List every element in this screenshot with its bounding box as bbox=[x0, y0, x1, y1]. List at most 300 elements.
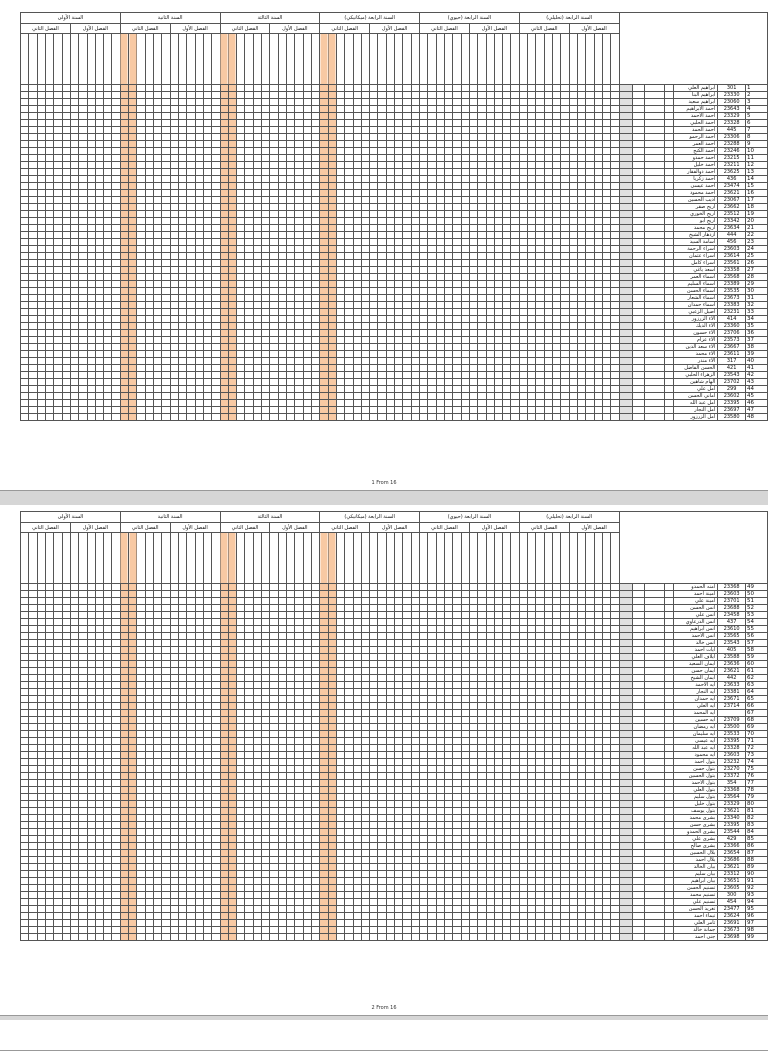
grade-cell bbox=[253, 619, 261, 626]
grade-cell bbox=[586, 92, 594, 99]
grade-cell bbox=[237, 155, 245, 162]
status-cell bbox=[619, 619, 633, 626]
grade-cell bbox=[345, 393, 353, 400]
grade-cell bbox=[361, 225, 369, 232]
grade-cell bbox=[29, 414, 37, 421]
grade-cell bbox=[453, 309, 461, 316]
grade-cell bbox=[594, 120, 602, 127]
grade-cell bbox=[328, 183, 336, 190]
grade-cell bbox=[353, 647, 361, 654]
grade-cell bbox=[137, 365, 145, 372]
grade-cell bbox=[544, 225, 552, 232]
grade-cell bbox=[428, 661, 436, 668]
grade-cell bbox=[320, 647, 328, 654]
ref-cell bbox=[645, 92, 665, 99]
grade-cell bbox=[220, 197, 228, 204]
year-cell bbox=[633, 323, 645, 330]
grade-cell bbox=[54, 351, 62, 358]
grade-cell bbox=[70, 190, 78, 197]
grade-cell bbox=[336, 393, 344, 400]
grade-cell bbox=[403, 407, 411, 414]
grade-cell bbox=[137, 260, 145, 267]
grade-cell bbox=[345, 134, 353, 141]
grade-cell bbox=[494, 337, 502, 344]
grade-cell bbox=[29, 358, 37, 365]
grade-cell bbox=[461, 253, 469, 260]
student-id: 23543 bbox=[718, 372, 746, 379]
grade-cell bbox=[420, 605, 428, 612]
grade-cell bbox=[112, 372, 120, 379]
grade-cell bbox=[178, 274, 186, 281]
grade-cell bbox=[469, 654, 477, 661]
grade-cell bbox=[245, 393, 253, 400]
grade-cell bbox=[370, 358, 378, 365]
grade-cell bbox=[453, 225, 461, 232]
grade-cell bbox=[503, 598, 511, 605]
grade-cell bbox=[594, 253, 602, 260]
grade-cell bbox=[270, 640, 278, 647]
grade-cell bbox=[370, 323, 378, 330]
grade-cell bbox=[453, 598, 461, 605]
row-seq: 37 bbox=[746, 337, 768, 344]
year-cell bbox=[633, 372, 645, 379]
grade-cell bbox=[311, 309, 319, 316]
grade-cell bbox=[378, 246, 386, 253]
grade-cell bbox=[453, 141, 461, 148]
grade-cell bbox=[237, 605, 245, 612]
grade-cell bbox=[536, 176, 544, 183]
table-row bbox=[21, 584, 768, 591]
grade-cell bbox=[345, 337, 353, 344]
grade-cell bbox=[21, 274, 29, 281]
grade-cell bbox=[79, 225, 87, 232]
subject-header bbox=[544, 34, 552, 85]
grade-cell bbox=[320, 169, 328, 176]
grade-cell bbox=[220, 626, 228, 633]
grade-cell bbox=[245, 619, 253, 626]
grade-cell bbox=[37, 309, 45, 316]
grade-cell bbox=[287, 640, 295, 647]
grade-cell bbox=[45, 309, 53, 316]
student-id: 23458 bbox=[718, 612, 746, 619]
grade-cell bbox=[569, 113, 577, 120]
grade-cell bbox=[212, 120, 220, 127]
grade-cell bbox=[553, 134, 561, 141]
grade-cell bbox=[345, 113, 353, 120]
grade-cell bbox=[62, 120, 70, 127]
grade-cell bbox=[162, 260, 170, 267]
grade-cell bbox=[154, 225, 162, 232]
student-id: 23246 bbox=[718, 148, 746, 155]
grade-cell bbox=[95, 351, 103, 358]
row-seq: 14 bbox=[746, 176, 768, 183]
grade-cell bbox=[303, 654, 311, 661]
grade-cell bbox=[95, 633, 103, 640]
student-id: 23342 bbox=[718, 218, 746, 225]
grade-cell bbox=[461, 654, 469, 661]
grade-cell bbox=[544, 183, 552, 190]
grade-cell bbox=[187, 330, 195, 337]
grade-cell bbox=[95, 141, 103, 148]
grade-cell bbox=[220, 647, 228, 654]
grade-cell bbox=[577, 619, 585, 626]
grade-cell bbox=[21, 365, 29, 372]
grade-cell bbox=[486, 393, 494, 400]
grade-cell bbox=[228, 302, 236, 309]
grade-cell bbox=[120, 386, 128, 393]
grade-cell bbox=[45, 190, 53, 197]
grade-cell bbox=[262, 344, 270, 351]
grade-cell bbox=[95, 197, 103, 204]
grade-cell bbox=[361, 407, 369, 414]
grade-cell bbox=[162, 225, 170, 232]
grade-cell bbox=[536, 85, 544, 92]
grade-cell bbox=[62, 162, 70, 169]
grade-cell bbox=[436, 309, 444, 316]
grade-cell bbox=[420, 591, 428, 598]
grade-cell bbox=[478, 183, 486, 190]
grade-cell bbox=[228, 393, 236, 400]
grade-cell bbox=[145, 148, 153, 155]
subject-header bbox=[336, 34, 344, 85]
grade-cell bbox=[528, 640, 536, 647]
grade-cell bbox=[262, 141, 270, 148]
grade-cell bbox=[195, 351, 203, 358]
grade-cell bbox=[120, 162, 128, 169]
grade-cell bbox=[586, 106, 594, 113]
grade-cell bbox=[494, 155, 502, 162]
blank-cell bbox=[664, 106, 674, 113]
grade-cell bbox=[453, 183, 461, 190]
grade-cell bbox=[486, 127, 494, 134]
grade-cell bbox=[569, 190, 577, 197]
grade-cell bbox=[154, 148, 162, 155]
grade-cell bbox=[70, 113, 78, 120]
grade-cell bbox=[178, 155, 186, 162]
grade-cell bbox=[154, 302, 162, 309]
subject-header bbox=[278, 533, 286, 584]
student-name: احمد ذوالفقار bbox=[674, 169, 718, 176]
grade-cell bbox=[345, 407, 353, 414]
grade-cell bbox=[386, 386, 394, 393]
grade-cell bbox=[70, 253, 78, 260]
grade-cell bbox=[336, 323, 344, 330]
grade-cell bbox=[336, 591, 344, 598]
grade-cell bbox=[154, 626, 162, 633]
grade-cell bbox=[511, 120, 519, 127]
grade-cell bbox=[453, 379, 461, 386]
grade-cell bbox=[178, 647, 186, 654]
grade-cell bbox=[436, 169, 444, 176]
grade-cell bbox=[270, 141, 278, 148]
grade-cell bbox=[95, 661, 103, 668]
grade-cell bbox=[187, 344, 195, 351]
grade-cell bbox=[478, 162, 486, 169]
grade-cell bbox=[187, 309, 195, 316]
grade-cell bbox=[544, 267, 552, 274]
grade-cell bbox=[79, 239, 87, 246]
subject-header bbox=[378, 34, 386, 85]
grade-cell bbox=[386, 337, 394, 344]
status-cell bbox=[619, 169, 633, 176]
grade-cell bbox=[29, 654, 37, 661]
grade-cell bbox=[544, 162, 552, 169]
grade-cell bbox=[145, 337, 153, 344]
subject-header bbox=[112, 533, 120, 584]
grade-cell bbox=[519, 267, 527, 274]
grade-cell bbox=[444, 584, 452, 591]
grade-cell bbox=[262, 176, 270, 183]
grade-cell bbox=[469, 330, 477, 337]
grade-cell bbox=[295, 197, 303, 204]
grade-cell bbox=[54, 605, 62, 612]
year-header: السنة الأولى bbox=[21, 512, 121, 523]
student-name: اريج محمد bbox=[674, 225, 718, 232]
grade-cell bbox=[536, 106, 544, 113]
grade-cell bbox=[336, 358, 344, 365]
grade-cell bbox=[29, 400, 37, 407]
grade-cell bbox=[486, 288, 494, 295]
grade-cell bbox=[486, 344, 494, 351]
grade-cell bbox=[561, 134, 569, 141]
grade-cell bbox=[461, 393, 469, 400]
grade-cell bbox=[62, 372, 70, 379]
grade-cell bbox=[561, 281, 569, 288]
grade-cell bbox=[29, 379, 37, 386]
grade-cell bbox=[536, 626, 544, 633]
status-cell bbox=[619, 92, 633, 99]
grade-cell bbox=[436, 155, 444, 162]
year-cell bbox=[633, 584, 645, 591]
grade-cell bbox=[129, 190, 137, 197]
grade-cell bbox=[245, 661, 253, 668]
grade-cell bbox=[237, 281, 245, 288]
grade-cell bbox=[494, 365, 502, 372]
grade-cell bbox=[528, 225, 536, 232]
blank-cell bbox=[664, 253, 674, 260]
subject-header bbox=[154, 34, 162, 85]
grade-cell bbox=[577, 400, 585, 407]
grade-cell bbox=[237, 225, 245, 232]
grade-cell bbox=[253, 183, 261, 190]
grade-cell bbox=[212, 626, 220, 633]
grade-cell bbox=[45, 668, 53, 675]
grade-cell bbox=[129, 372, 137, 379]
grade-cell bbox=[145, 274, 153, 281]
grade-cell bbox=[428, 400, 436, 407]
grade-cell bbox=[411, 288, 419, 295]
grade-cell bbox=[453, 267, 461, 274]
grade-cell bbox=[120, 267, 128, 274]
grade-cell bbox=[45, 358, 53, 365]
grade-cell bbox=[544, 127, 552, 134]
grade-cell bbox=[154, 134, 162, 141]
grade-cell bbox=[453, 605, 461, 612]
grade-cell bbox=[544, 134, 552, 141]
grade-cell bbox=[95, 246, 103, 253]
table-row bbox=[21, 668, 768, 675]
grade-cell bbox=[561, 176, 569, 183]
grade-cell bbox=[262, 232, 270, 239]
grade-cell bbox=[220, 591, 228, 598]
grade-cell bbox=[378, 591, 386, 598]
student-id: 421 bbox=[718, 365, 746, 372]
grade-cell bbox=[536, 330, 544, 337]
grade-cell bbox=[104, 344, 112, 351]
grade-cell bbox=[444, 316, 452, 323]
grade-cell bbox=[95, 134, 103, 141]
grade-cell bbox=[37, 85, 45, 92]
grade-cell bbox=[278, 323, 286, 330]
grade-cell bbox=[203, 232, 211, 239]
grade-cell bbox=[611, 372, 619, 379]
grade-cell bbox=[120, 323, 128, 330]
grade-cell bbox=[262, 134, 270, 141]
grade-cell bbox=[187, 288, 195, 295]
grade-cell bbox=[203, 365, 211, 372]
grade-cell bbox=[503, 246, 511, 253]
grade-cell bbox=[328, 197, 336, 204]
grade-cell bbox=[461, 661, 469, 668]
grade-cell bbox=[95, 393, 103, 400]
grade-cell bbox=[212, 295, 220, 302]
grade-cell bbox=[561, 141, 569, 148]
grade-cell bbox=[170, 330, 178, 337]
grade-cell bbox=[511, 134, 519, 141]
grade-cell bbox=[503, 183, 511, 190]
year-cell bbox=[633, 106, 645, 113]
table-row bbox=[21, 414, 768, 421]
grade-cell bbox=[503, 344, 511, 351]
grade-cell bbox=[486, 246, 494, 253]
grade-cell bbox=[561, 211, 569, 218]
grade-cell bbox=[478, 633, 486, 640]
grade-cell bbox=[212, 204, 220, 211]
grade-cell bbox=[395, 647, 403, 654]
grade-cell bbox=[428, 85, 436, 92]
grade-cell bbox=[70, 626, 78, 633]
grade-cell bbox=[287, 92, 295, 99]
grade-cell bbox=[262, 393, 270, 400]
grade-cell bbox=[320, 99, 328, 106]
grade-cell bbox=[436, 176, 444, 183]
grade-cell bbox=[436, 85, 444, 92]
grade-cell bbox=[328, 211, 336, 218]
grade-cell bbox=[611, 106, 619, 113]
student-id: 23215 bbox=[718, 155, 746, 162]
grade-cell bbox=[336, 619, 344, 626]
grade-cell bbox=[54, 162, 62, 169]
grade-cell bbox=[262, 253, 270, 260]
grade-cell bbox=[353, 274, 361, 281]
grade-cell bbox=[569, 337, 577, 344]
status-cell bbox=[619, 232, 633, 239]
student-name: احمد عيسى bbox=[674, 183, 718, 190]
grade-cell bbox=[586, 414, 594, 421]
grade-cell bbox=[228, 141, 236, 148]
grade-cell bbox=[203, 302, 211, 309]
grade-cell bbox=[411, 386, 419, 393]
grade-cell bbox=[270, 323, 278, 330]
grade-cell bbox=[62, 127, 70, 134]
grade-cell bbox=[428, 148, 436, 155]
grade-cell bbox=[320, 386, 328, 393]
grade-cell bbox=[345, 267, 353, 274]
student-name: انس الاحمد bbox=[674, 633, 718, 640]
grade-cell bbox=[336, 92, 344, 99]
blank-cell bbox=[664, 400, 674, 407]
grade-cell bbox=[21, 372, 29, 379]
grade-cell bbox=[270, 358, 278, 365]
grade-cell bbox=[262, 619, 270, 626]
grade-cell bbox=[453, 85, 461, 92]
grade-cell bbox=[195, 260, 203, 267]
grade-cell bbox=[444, 633, 452, 640]
grade-cell bbox=[486, 330, 494, 337]
blank-cell bbox=[664, 414, 674, 421]
grade-cell bbox=[112, 218, 120, 225]
grade-cell bbox=[536, 316, 544, 323]
grade-cell bbox=[519, 386, 527, 393]
grade-cell bbox=[536, 407, 544, 414]
grade-cell bbox=[361, 633, 369, 640]
grade-cell bbox=[528, 358, 536, 365]
grade-cell bbox=[178, 372, 186, 379]
grade-cell bbox=[162, 330, 170, 337]
grade-cell bbox=[478, 358, 486, 365]
grade-cell bbox=[54, 155, 62, 162]
grade-cell bbox=[178, 633, 186, 640]
grade-cell bbox=[220, 113, 228, 120]
grade-cell bbox=[411, 591, 419, 598]
grade-cell bbox=[228, 260, 236, 267]
grade-cell bbox=[295, 309, 303, 316]
grade-cell bbox=[228, 197, 236, 204]
subject-header bbox=[287, 533, 295, 584]
grade-cell bbox=[428, 323, 436, 330]
grade-cell bbox=[544, 598, 552, 605]
grade-cell bbox=[162, 246, 170, 253]
student-id: 23667 bbox=[718, 344, 746, 351]
grade-cell bbox=[45, 400, 53, 407]
status-cell bbox=[619, 127, 633, 134]
grade-cell bbox=[561, 661, 569, 668]
grade-cell bbox=[278, 654, 286, 661]
grade-cell bbox=[428, 337, 436, 344]
grade-cell bbox=[79, 260, 87, 267]
grade-cell bbox=[403, 211, 411, 218]
grade-cell bbox=[228, 372, 236, 379]
grade-cell bbox=[569, 605, 577, 612]
grade-cell bbox=[187, 92, 195, 99]
grade-cell bbox=[511, 267, 519, 274]
grade-cell bbox=[203, 183, 211, 190]
ref-cell bbox=[645, 414, 665, 421]
student-name: اسراء عثمان bbox=[674, 253, 718, 260]
grade-cell bbox=[270, 176, 278, 183]
grade-cell bbox=[237, 120, 245, 127]
grade-cell bbox=[361, 246, 369, 253]
grade-cell bbox=[178, 654, 186, 661]
grade-cell bbox=[212, 85, 220, 92]
grade-cell bbox=[253, 302, 261, 309]
grade-cell bbox=[469, 323, 477, 330]
student-id: 23580 bbox=[718, 414, 746, 421]
grade-cell bbox=[37, 619, 45, 626]
grade-cell bbox=[420, 99, 428, 106]
grade-cell bbox=[577, 309, 585, 316]
grade-cell bbox=[278, 239, 286, 246]
